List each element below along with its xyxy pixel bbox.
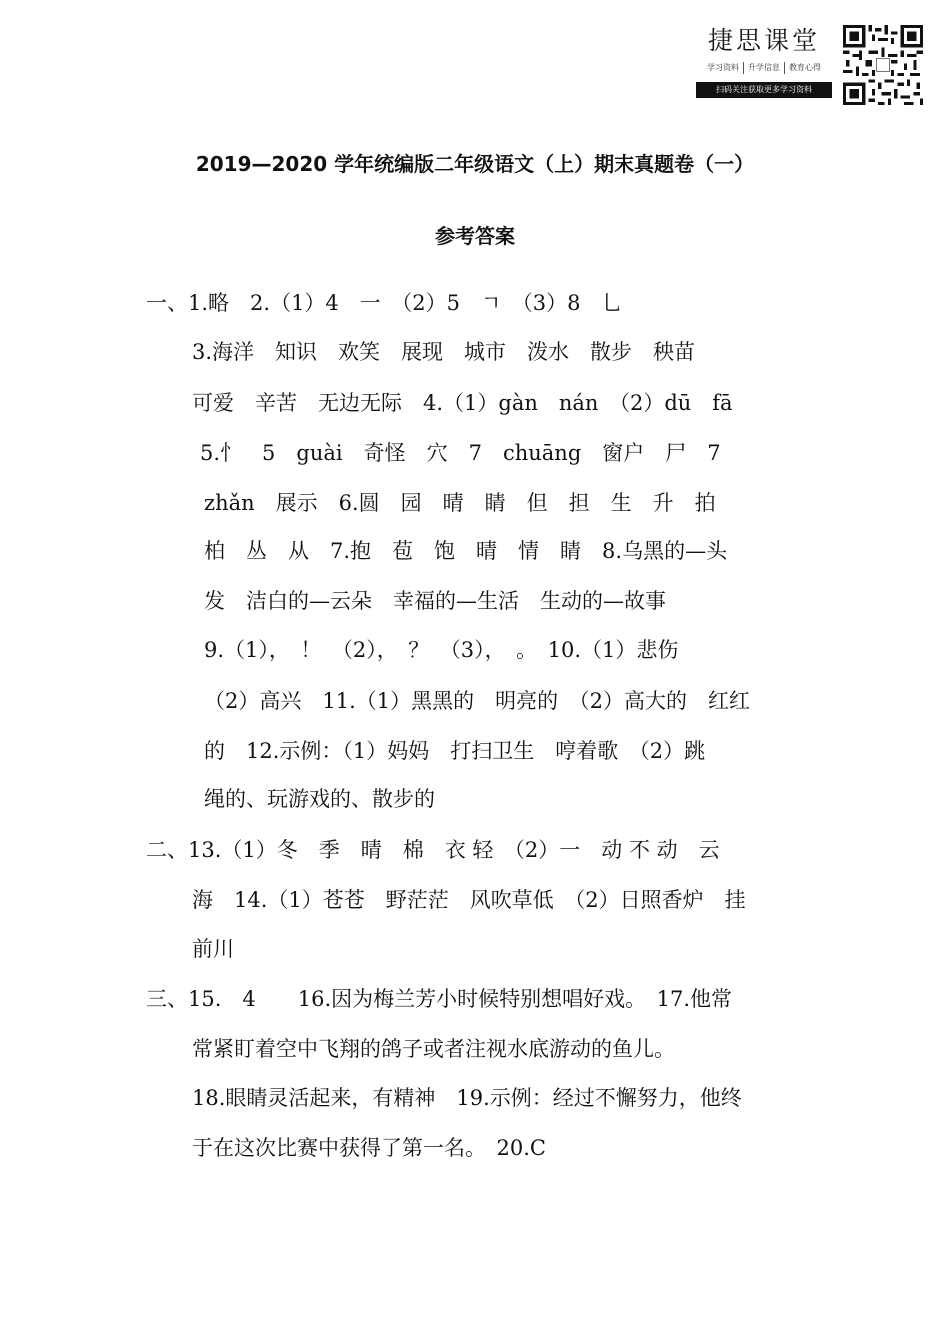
answer-line: 的 12.示例：（1）妈妈 打扫卫生 哼着歌 （2）跳 — [204, 739, 706, 763]
brand-bar: 扫码关注获取更多学习资料 — [696, 82, 832, 98]
answer-line: 二、13.（1）冬 季 晴 棉 衣 轻 （2）一 动 不 动 云 — [146, 838, 720, 862]
answer-line: 18.眼睛灵活起来，有精神 19.示例：经过不懈努力，他终 — [192, 1086, 742, 1110]
answer-line: （2）高兴 11.（1）黑黑的 明亮的 （2）高大的 红红 — [204, 689, 750, 713]
brand-tag: 学习资料 — [707, 63, 739, 72]
answer-line: 海 14.（1）苍苍 野茫茫 风吹草低 （2）日照香炉 挂 — [192, 888, 746, 912]
answer-line: 可爱 辛苦 无边无际 4.（1）gàn nán （2）dū fā — [192, 391, 733, 415]
answer-line: 柏 丛 从 7.抱 苞 饱 晴 情 睛 8.乌黑的—头 — [204, 539, 728, 563]
page-title: 2019—2020 学年统编版二年级语文（上）期末真题卷（一） — [195, 152, 755, 176]
answer-line: 绳的、玩游戏的、散步的 — [204, 787, 435, 811]
page-subtitle: 参考答案 — [435, 224, 515, 248]
answer-line: 5.忄 5 guài 奇怪 穴 7 chuāng 窗户 尸 7 — [200, 441, 721, 465]
answer-line: 3.海洋 知识 欢笑 展现 城市 泼水 散步 秧苗 — [192, 340, 696, 364]
answer-line: 三、15. 4 16.因为梅兰芳小时候特别想唱好戏。 17.他常 — [146, 987, 733, 1011]
answer-line: 发 洁白的—云朵 幸福的—生活 生动的—故事 — [204, 589, 666, 613]
answer-line: 前川 — [192, 937, 234, 961]
brand-tags — [696, 62, 832, 74]
answer-line: 一、1.略 2.（1）4 一 （2）5 ㄱ （3）8 乚 — [146, 291, 623, 315]
brand-tag: 升学信息 — [743, 62, 784, 74]
brand-name: 捷思课堂 — [707, 26, 820, 55]
qr-code-icon — [843, 25, 923, 105]
brand-tag: 教育心得 — [784, 62, 825, 74]
answer-line: zhǎn 展示 6.圆 园 晴 睛 但 担 生 升 拍 — [204, 491, 716, 515]
answer-line: 常紧盯着空中飞翔的鸽子或者注视水底游动的鱼儿。 — [192, 1037, 675, 1061]
answer-line: 于在这次比赛中获得了第一名。 20.C — [192, 1136, 546, 1160]
brand-block — [696, 26, 832, 98]
answer-line: 9.（1）， ！ （2）， ？ （3）， 。 10.（1）悲伤 — [204, 638, 679, 662]
